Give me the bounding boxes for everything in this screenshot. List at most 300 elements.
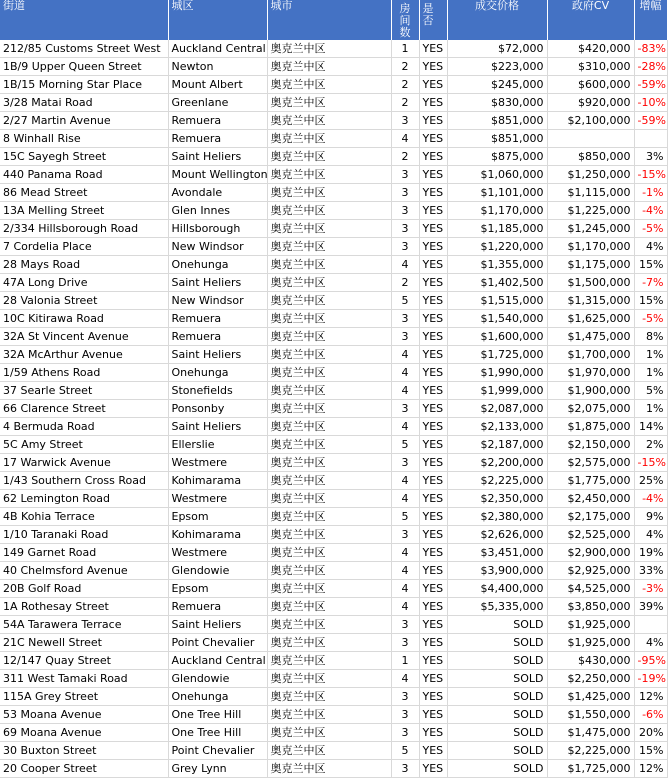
cell-cv: $2,900,000: [547, 544, 634, 562]
cell-suburb: Newton: [168, 58, 267, 76]
cell-rooms: 3: [391, 706, 419, 724]
cell-street: 12/147 Quay Street: [0, 652, 168, 670]
cell-change: 1%: [634, 400, 667, 418]
cell-price: $1,402,500: [447, 274, 547, 292]
cell-yes-no: YES: [419, 706, 447, 724]
cell-city: 奥克兰中区: [267, 616, 391, 634]
cell-price: SOLD: [447, 652, 547, 670]
cell-change: -10%: [634, 94, 667, 112]
cell-rooms: 2: [391, 148, 419, 166]
table-row: [0, 616, 667, 634]
cell-rooms: 4: [391, 382, 419, 400]
cell-city: 奥克兰中区: [267, 742, 391, 760]
cell-street: 21C Newell Street: [0, 634, 168, 652]
table-row: [0, 184, 667, 202]
table-row: [0, 742, 667, 760]
cell-suburb: Hillsborough: [168, 220, 267, 238]
cell-change: 39%: [634, 598, 667, 616]
cell-rooms: 4: [391, 130, 419, 148]
cell-price: $1,355,000: [447, 256, 547, 274]
cell-city: 奥克兰中区: [267, 58, 391, 76]
cell-cv: $600,000: [547, 76, 634, 94]
cell-rooms: 4: [391, 472, 419, 490]
cell-change: 4%: [634, 238, 667, 256]
cell-rooms: 3: [391, 220, 419, 238]
cell-yes-no: YES: [419, 76, 447, 94]
cell-street: 2/27 Martin Avenue: [0, 112, 168, 130]
cell-rooms: 4: [391, 580, 419, 598]
cell-yes-no: YES: [419, 202, 447, 220]
cell-rooms: 1: [391, 40, 419, 58]
cell-change: -83%: [634, 40, 667, 58]
table-row: [0, 94, 667, 112]
cell-street: 86 Mead Street: [0, 184, 168, 202]
cell-price: $223,000: [447, 58, 547, 76]
cell-rooms: 4: [391, 346, 419, 364]
cell-suburb: Saint Heliers: [168, 346, 267, 364]
cell-price: $2,087,000: [447, 400, 547, 418]
cell-price: SOLD: [447, 634, 547, 652]
cell-street: 28 Valonia Street: [0, 292, 168, 310]
cell-change: 9%: [634, 508, 667, 526]
cell-yes-no: YES: [419, 454, 447, 472]
header-price: 成交价格: [447, 0, 547, 40]
table-row: [0, 382, 667, 400]
cell-change: 3%: [634, 148, 667, 166]
cell-city: 奥克兰中区: [267, 418, 391, 436]
cell-suburb: Greenlane: [168, 94, 267, 112]
cell-rooms: 3: [391, 634, 419, 652]
cell-price: $851,000: [447, 130, 547, 148]
cell-cv: $1,925,000: [547, 616, 634, 634]
cell-change: -59%: [634, 112, 667, 130]
table-row: [0, 544, 667, 562]
cell-cv: $2,175,000: [547, 508, 634, 526]
cell-rooms: 3: [391, 238, 419, 256]
cell-cv: $3,850,000: [547, 598, 634, 616]
cell-suburb: Mount Albert: [168, 76, 267, 94]
cell-cv: $430,000: [547, 652, 634, 670]
table-row: [0, 328, 667, 346]
table-row: [0, 256, 667, 274]
table-row: [0, 58, 667, 76]
cell-street: 4 Bermuda Road: [0, 418, 168, 436]
cell-cv: $1,475,000: [547, 724, 634, 742]
cell-cv: $1,475,000: [547, 328, 634, 346]
table-row: [0, 454, 667, 472]
cell-price: $4,400,000: [447, 580, 547, 598]
cell-change: -6%: [634, 706, 667, 724]
cell-yes-no: YES: [419, 220, 447, 238]
cell-yes-no: YES: [419, 724, 447, 742]
cell-yes-no: YES: [419, 688, 447, 706]
cell-price: $1,990,000: [447, 364, 547, 382]
cell-change: -7%: [634, 274, 667, 292]
cell-street: 1/43 Southern Cross Road: [0, 472, 168, 490]
cell-suburb: Westmere: [168, 454, 267, 472]
cell-city: 奥克兰中区: [267, 130, 391, 148]
cell-yes-no: YES: [419, 130, 447, 148]
cell-rooms: 3: [391, 760, 419, 778]
cell-price: $2,380,000: [447, 508, 547, 526]
cell-price: $2,626,000: [447, 526, 547, 544]
table-row: [0, 472, 667, 490]
cell-cv: $1,775,000: [547, 472, 634, 490]
cell-street: 54A Tarawera Terrace: [0, 616, 168, 634]
cell-yes-no: YES: [419, 94, 447, 112]
table-row: [0, 112, 667, 130]
cell-yes-no: YES: [419, 472, 447, 490]
cell-rooms: 4: [391, 544, 419, 562]
table-header: [0, 0, 667, 40]
cell-price: $851,000: [447, 112, 547, 130]
cell-change: -28%: [634, 58, 667, 76]
table-row: [0, 418, 667, 436]
cell-price: SOLD: [447, 724, 547, 742]
cell-suburb: Avondale: [168, 184, 267, 202]
cell-yes-no: YES: [419, 58, 447, 76]
header-cv: 政府CV: [547, 0, 634, 40]
cell-yes-no: YES: [419, 274, 447, 292]
cell-city: 奥克兰中区: [267, 598, 391, 616]
header-city: 城市: [267, 0, 391, 40]
header-row: [0, 0, 667, 40]
cell-rooms: 3: [391, 202, 419, 220]
cell-suburb: Saint Heliers: [168, 148, 267, 166]
cell-city: 奥克兰中区: [267, 94, 391, 112]
cell-change: 33%: [634, 562, 667, 580]
cell-street: 149 Garnet Road: [0, 544, 168, 562]
table-row: [0, 364, 667, 382]
cell-rooms: 2: [391, 274, 419, 292]
cell-change: -3%: [634, 580, 667, 598]
cell-change: -19%: [634, 670, 667, 688]
cell-change: 4%: [634, 634, 667, 652]
cell-street: 20 Cooper Street: [0, 760, 168, 778]
cell-street: 20B Golf Road: [0, 580, 168, 598]
cell-yes-no: YES: [419, 256, 447, 274]
cell-yes-no: YES: [419, 310, 447, 328]
cell-cv: $1,500,000: [547, 274, 634, 292]
cell-yes-no: YES: [419, 526, 447, 544]
cell-rooms: 3: [391, 184, 419, 202]
table-row: [0, 202, 667, 220]
cell-suburb: Grey Lynn: [168, 760, 267, 778]
cell-price: $1,101,000: [447, 184, 547, 202]
table-row: [0, 490, 667, 508]
cell-city: 奥克兰中区: [267, 364, 391, 382]
cell-yes-no: YES: [419, 346, 447, 364]
cell-change: [634, 616, 667, 634]
cell-cv: $850,000: [547, 148, 634, 166]
table-row: [0, 436, 667, 454]
table-row: [0, 706, 667, 724]
cell-rooms: 3: [391, 526, 419, 544]
cell-change: 12%: [634, 688, 667, 706]
cell-suburb: Westmere: [168, 544, 267, 562]
cell-city: 奥克兰中区: [267, 544, 391, 562]
cell-cv: $1,900,000: [547, 382, 634, 400]
cell-yes-no: YES: [419, 742, 447, 760]
cell-price: $1,725,000: [447, 346, 547, 364]
cell-change: 5%: [634, 382, 667, 400]
cell-cv: $1,225,000: [547, 202, 634, 220]
cell-city: 奥克兰中区: [267, 274, 391, 292]
cell-city: 奥克兰中区: [267, 688, 391, 706]
cell-suburb: Onehunga: [168, 256, 267, 274]
cell-cv: $1,315,000: [547, 292, 634, 310]
cell-street: 47A Long Drive: [0, 274, 168, 292]
cell-city: 奥克兰中区: [267, 184, 391, 202]
cell-yes-no: YES: [419, 544, 447, 562]
cell-street: 1/59 Athens Road: [0, 364, 168, 382]
cell-yes-no: YES: [419, 400, 447, 418]
cell-street: 212/85 Customs Street West: [0, 40, 168, 58]
cell-suburb: Auckland Central: [168, 40, 267, 58]
cell-city: 奥克兰中区: [267, 580, 391, 598]
cell-change: 12%: [634, 760, 667, 778]
header-street: 街道: [0, 0, 168, 40]
cell-street: 66 Clarence Street: [0, 400, 168, 418]
cell-cv: $1,550,000: [547, 706, 634, 724]
cell-yes-no: YES: [419, 184, 447, 202]
table-body: [0, 40, 667, 778]
cell-price: $1,170,000: [447, 202, 547, 220]
cell-cv: $2,100,000: [547, 112, 634, 130]
cell-rooms: 5: [391, 508, 419, 526]
cell-city: 奥克兰中区: [267, 490, 391, 508]
cell-change: 19%: [634, 544, 667, 562]
cell-rooms: 4: [391, 256, 419, 274]
cell-suburb: Onehunga: [168, 364, 267, 382]
cell-street: 40 Chelmsford Avenue: [0, 562, 168, 580]
cell-street: 15C Sayegh Street: [0, 148, 168, 166]
cell-change: 25%: [634, 472, 667, 490]
cell-rooms: 4: [391, 364, 419, 382]
cell-change: -4%: [634, 490, 667, 508]
cell-street: 311 West Tamaki Road: [0, 670, 168, 688]
cell-yes-no: YES: [419, 148, 447, 166]
cell-rooms: 2: [391, 94, 419, 112]
cell-suburb: Epsom: [168, 580, 267, 598]
cell-street: 32A McArthur Avenue: [0, 346, 168, 364]
cell-city: 奥克兰中区: [267, 238, 391, 256]
cell-cv: $2,925,000: [547, 562, 634, 580]
cell-city: 奥克兰中区: [267, 670, 391, 688]
cell-yes-no: YES: [419, 328, 447, 346]
cell-cv: [547, 130, 634, 148]
cell-price: $830,000: [447, 94, 547, 112]
cell-suburb: Remuera: [168, 310, 267, 328]
cell-price: $3,900,000: [447, 562, 547, 580]
cell-yes-no: YES: [419, 436, 447, 454]
cell-city: 奥克兰中区: [267, 166, 391, 184]
cell-rooms: 2: [391, 58, 419, 76]
table-row: [0, 688, 667, 706]
table-row: [0, 652, 667, 670]
cell-cv: $920,000: [547, 94, 634, 112]
table-row: [0, 670, 667, 688]
cell-street: 13A Melling Street: [0, 202, 168, 220]
cell-street: 37 Searle Street: [0, 382, 168, 400]
cell-street: 7 Cordelia Place: [0, 238, 168, 256]
table-row: [0, 166, 667, 184]
cell-price: $3,451,000: [447, 544, 547, 562]
cell-price: $2,187,000: [447, 436, 547, 454]
cell-rooms: 3: [391, 616, 419, 634]
cell-suburb: Glen Innes: [168, 202, 267, 220]
cell-city: 奥克兰中区: [267, 454, 391, 472]
cell-cv: $2,225,000: [547, 742, 634, 760]
cell-cv: $1,250,000: [547, 166, 634, 184]
table-row: [0, 508, 667, 526]
cell-change: 2%: [634, 436, 667, 454]
table-row: [0, 400, 667, 418]
cell-street: 69 Moana Avenue: [0, 724, 168, 742]
cell-yes-no: YES: [419, 292, 447, 310]
cell-change: 4%: [634, 526, 667, 544]
cell-price: SOLD: [447, 688, 547, 706]
cell-yes-no: YES: [419, 616, 447, 634]
cell-change: -15%: [634, 166, 667, 184]
cell-cv: $2,150,000: [547, 436, 634, 454]
cell-suburb: Saint Heliers: [168, 418, 267, 436]
cell-yes-no: YES: [419, 490, 447, 508]
cell-price: $1,999,000: [447, 382, 547, 400]
cell-change: 15%: [634, 292, 667, 310]
cell-cv: $1,425,000: [547, 688, 634, 706]
cell-price: $2,350,000: [447, 490, 547, 508]
cell-suburb: Remuera: [168, 130, 267, 148]
cell-cv: $1,175,000: [547, 256, 634, 274]
cell-cv: $1,725,000: [547, 760, 634, 778]
table-row: [0, 562, 667, 580]
table-row: [0, 760, 667, 778]
cell-yes-no: YES: [419, 580, 447, 598]
cell-street: 17 Warwick Avenue: [0, 454, 168, 472]
table-row: [0, 274, 667, 292]
cell-city: 奥克兰中区: [267, 310, 391, 328]
cell-rooms: 3: [391, 310, 419, 328]
cell-cv: $1,875,000: [547, 418, 634, 436]
cell-change: -4%: [634, 202, 667, 220]
cell-change: -15%: [634, 454, 667, 472]
cell-rooms: 3: [391, 166, 419, 184]
cell-cv: $1,245,000: [547, 220, 634, 238]
cell-rooms: 2: [391, 76, 419, 94]
cell-price: SOLD: [447, 706, 547, 724]
cell-yes-no: YES: [419, 112, 447, 130]
cell-price: $1,060,000: [447, 166, 547, 184]
cell-cv: $1,170,000: [547, 238, 634, 256]
cell-cv: $1,625,000: [547, 310, 634, 328]
cell-suburb: New Windsor: [168, 292, 267, 310]
cell-yes-no: YES: [419, 418, 447, 436]
cell-city: 奥克兰中区: [267, 760, 391, 778]
cell-change: 15%: [634, 742, 667, 760]
cell-city: 奥克兰中区: [267, 724, 391, 742]
cell-city: 奥克兰中区: [267, 256, 391, 274]
table-row: [0, 526, 667, 544]
cell-street: 10C Kitirawa Road: [0, 310, 168, 328]
cell-city: 奥克兰中区: [267, 526, 391, 544]
cell-suburb: Westmere: [168, 490, 267, 508]
cell-price: $1,185,000: [447, 220, 547, 238]
cell-change: -95%: [634, 652, 667, 670]
cell-city: 奥克兰中区: [267, 76, 391, 94]
cell-city: 奥克兰中区: [267, 706, 391, 724]
cell-suburb: New Windsor: [168, 238, 267, 256]
cell-change: 8%: [634, 328, 667, 346]
header-yes-no: 是否: [419, 0, 447, 40]
cell-suburb: Ellerslie: [168, 436, 267, 454]
cell-yes-no: YES: [419, 634, 447, 652]
cell-suburb: Point Chevalier: [168, 742, 267, 760]
cell-rooms: 4: [391, 418, 419, 436]
cell-change: 1%: [634, 364, 667, 382]
cell-city: 奥克兰中区: [267, 508, 391, 526]
cell-cv: $2,525,000: [547, 526, 634, 544]
cell-street: 8 Winhall Rise: [0, 130, 168, 148]
cell-price: $72,000: [447, 40, 547, 58]
cell-suburb: One Tree Hill: [168, 724, 267, 742]
cell-rooms: 3: [391, 328, 419, 346]
table-row: [0, 346, 667, 364]
cell-city: 奥克兰中区: [267, 634, 391, 652]
cell-cv: $420,000: [547, 40, 634, 58]
cell-change: 1%: [634, 346, 667, 364]
cell-city: 奥克兰中区: [267, 562, 391, 580]
cell-suburb: Glendowie: [168, 670, 267, 688]
cell-street: 3/28 Matai Road: [0, 94, 168, 112]
table-row: [0, 724, 667, 742]
cell-city: 奥克兰中区: [267, 292, 391, 310]
cell-rooms: 4: [391, 490, 419, 508]
cell-city: 奥克兰中区: [267, 328, 391, 346]
header-suburb: 城区: [168, 0, 267, 40]
cell-rooms: 3: [391, 688, 419, 706]
table-row: [0, 220, 667, 238]
cell-suburb: Glendowie: [168, 562, 267, 580]
table-row: [0, 292, 667, 310]
cell-street: 115A Grey Street: [0, 688, 168, 706]
cell-street: 30 Buxton Street: [0, 742, 168, 760]
cell-cv: $1,970,000: [547, 364, 634, 382]
cell-price: $245,000: [447, 76, 547, 94]
cell-rooms: 4: [391, 670, 419, 688]
cell-rooms: 3: [391, 724, 419, 742]
cell-suburb: Saint Heliers: [168, 274, 267, 292]
cell-price: SOLD: [447, 670, 547, 688]
cell-cv: $2,075,000: [547, 400, 634, 418]
cell-city: 奥克兰中区: [267, 220, 391, 238]
cell-rooms: 3: [391, 112, 419, 130]
cell-street: 62 Lemington Road: [0, 490, 168, 508]
cell-suburb: Kohimarama: [168, 472, 267, 490]
cell-suburb: Saint Heliers: [168, 616, 267, 634]
cell-cv: $1,925,000: [547, 634, 634, 652]
cell-street: 28 Mays Road: [0, 256, 168, 274]
cell-city: 奥克兰中区: [267, 382, 391, 400]
cell-change: 14%: [634, 418, 667, 436]
cell-price: $1,540,000: [447, 310, 547, 328]
cell-yes-no: YES: [419, 238, 447, 256]
cell-cv: $2,575,000: [547, 454, 634, 472]
cell-yes-no: YES: [419, 364, 447, 382]
cell-cv: $310,000: [547, 58, 634, 76]
cell-city: 奥克兰中区: [267, 436, 391, 454]
cell-street: 53 Moana Avenue: [0, 706, 168, 724]
